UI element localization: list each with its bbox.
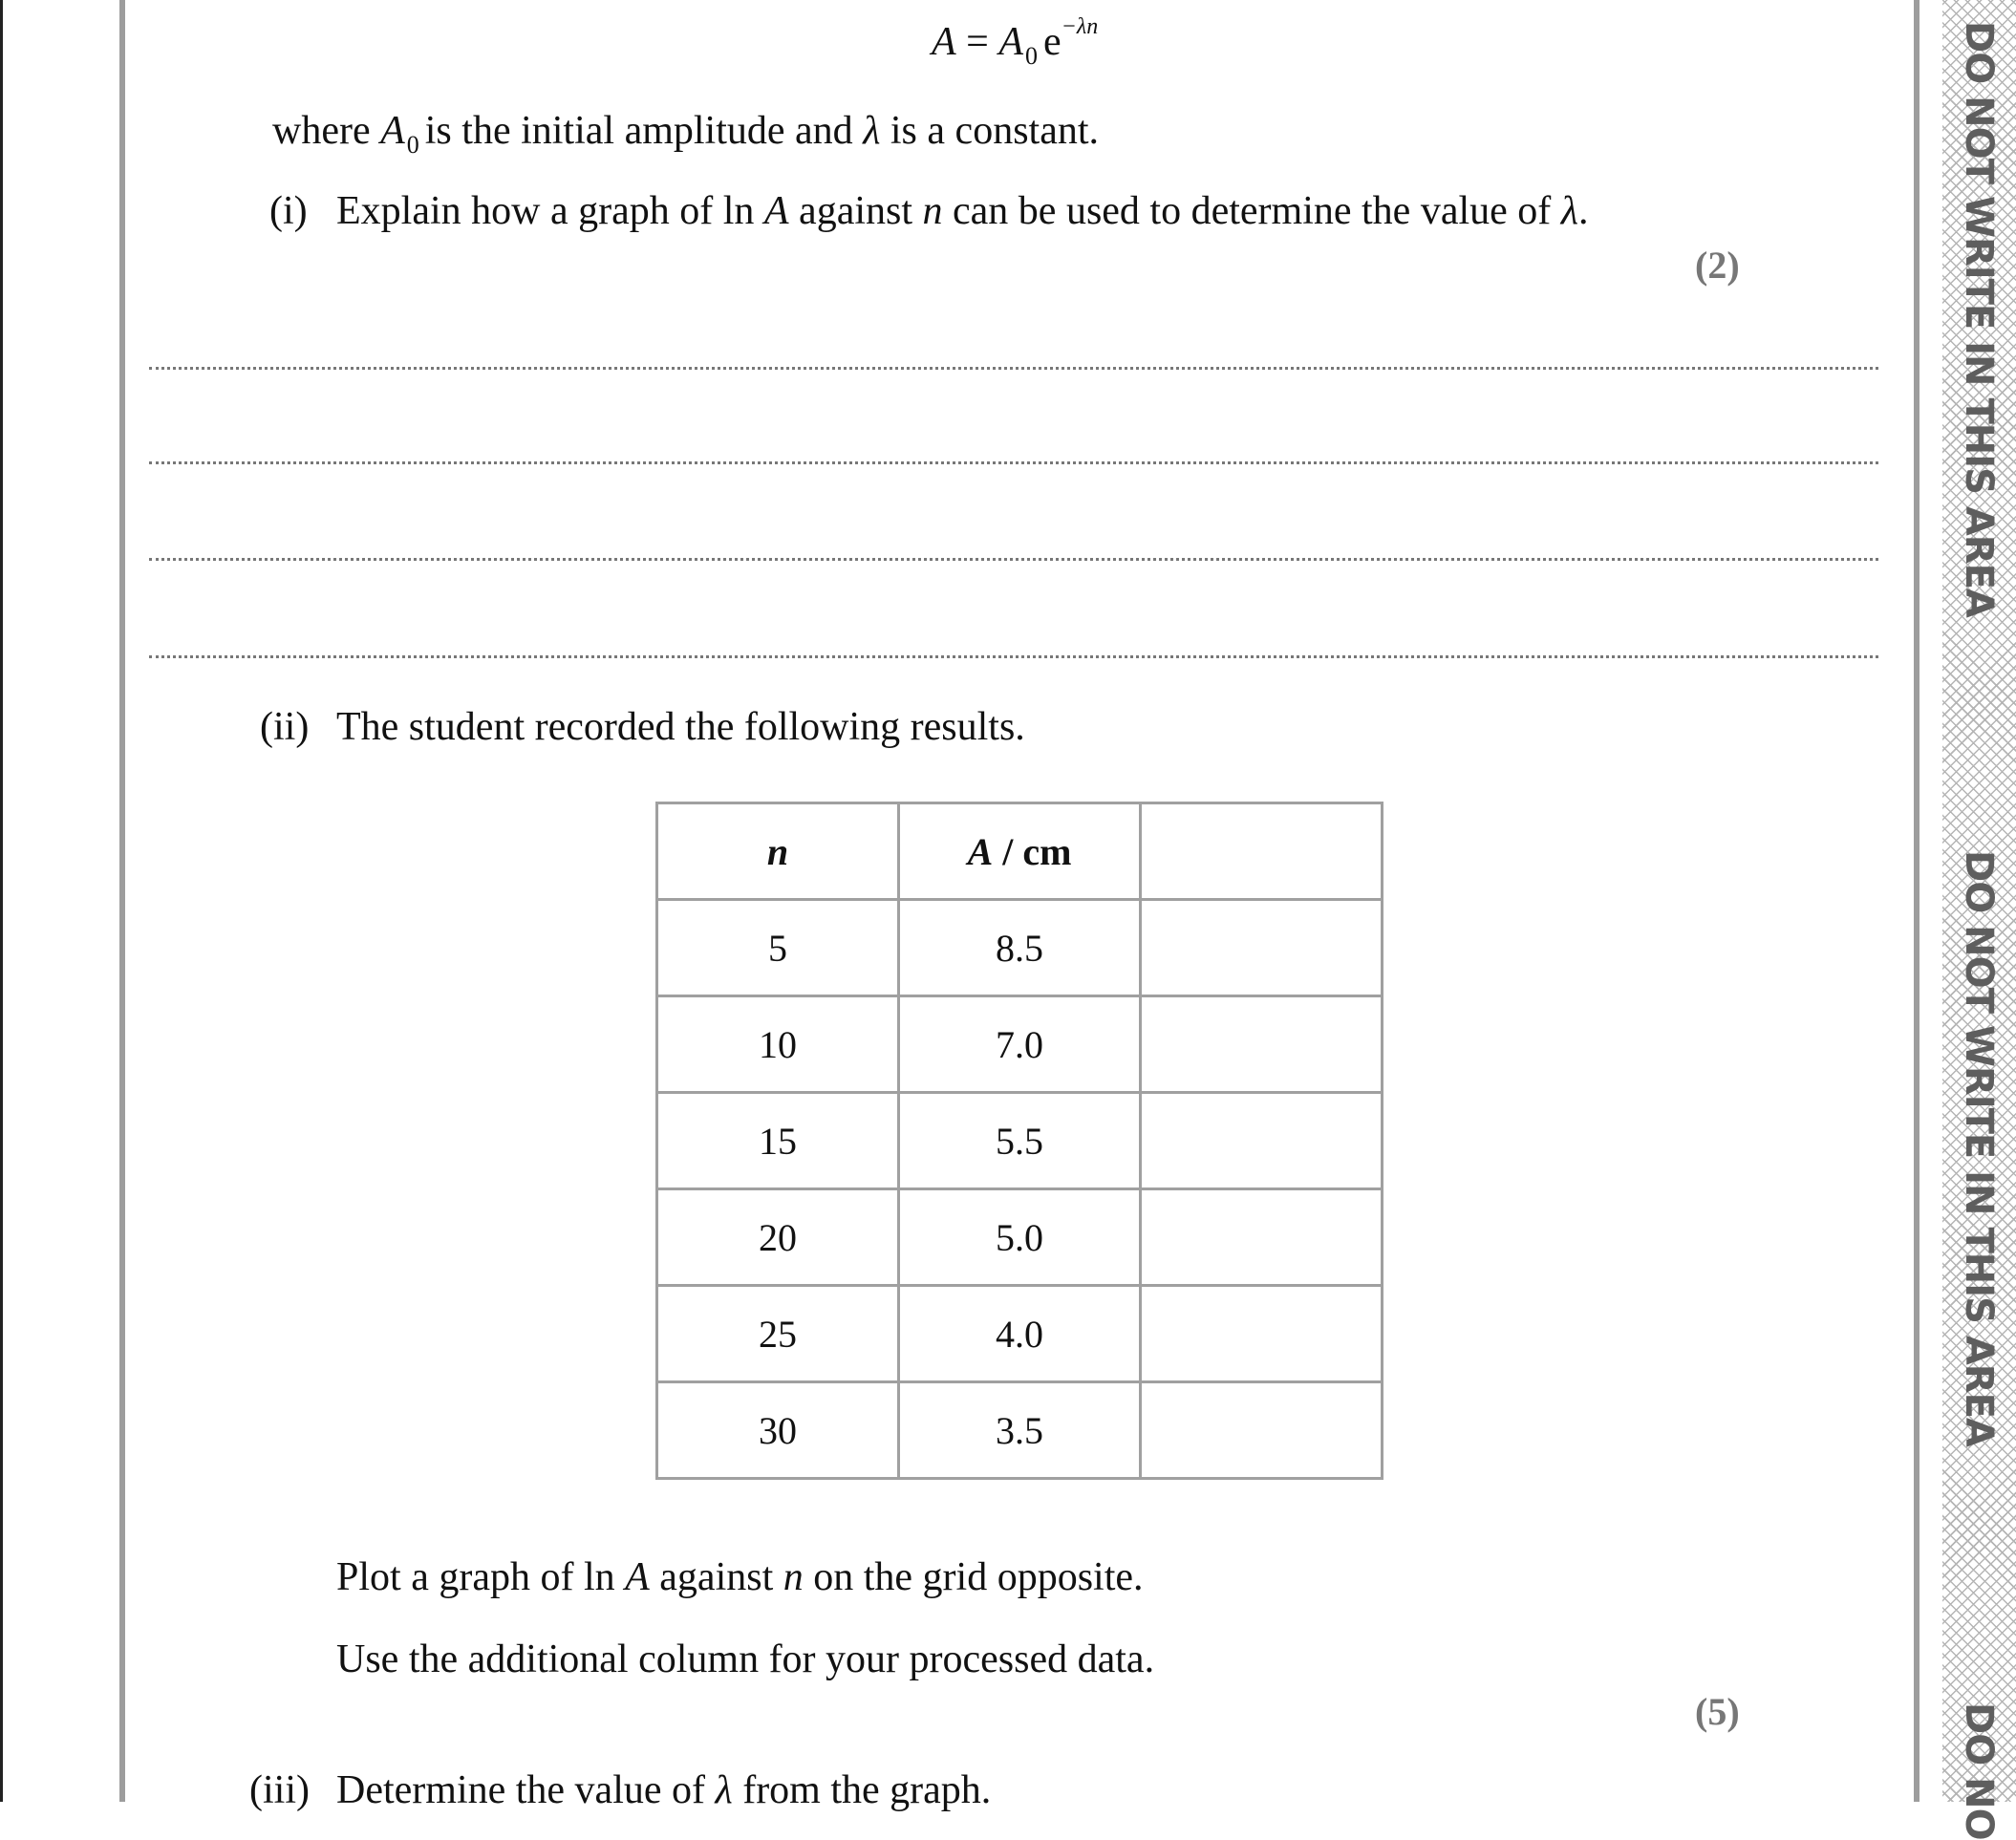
table-row: 20 5.0 [657,1189,1383,1286]
marks-part-ii: (5) [1695,1690,1740,1733]
margin-warning: DO NO [1957,1702,2001,1840]
answer-line[interactable] [149,655,1878,658]
eq-sub: 0 [1025,42,1038,70]
eq-e: e [1043,20,1062,64]
results-table [655,802,1383,1480]
part-iii-number: (iii) [249,1768,310,1812]
table-row: 30 3.5 [657,1382,1383,1479]
margin-warning: DO NOT WRITE IN THIS AREA [1957,21,2001,617]
part-ii-text: The student recorded the following results. [336,705,1025,749]
left-margin-bar [119,0,125,1802]
eq-lhs: A [932,20,956,64]
table-header-row [657,803,1383,900]
column-instruction: Use the additional column for your processed data. [336,1637,1155,1681]
processed-cell[interactable] [1141,1189,1383,1286]
part-i-number: (i) [269,189,308,233]
eq-exponent: −λn [1061,14,1099,39]
eq-sign: = [966,20,989,64]
part-i-question: Explain how a graph of ln A against n can be used to determine the value of λ. [336,189,1589,233]
processed-cell[interactable] [1141,1093,1383,1189]
processed-cell[interactable] [1141,900,1383,996]
answer-line[interactable] [149,367,1878,370]
page-edge-line [0,0,3,1802]
margin-warning: DO NOT WRITE IN THIS AREA [1957,850,2001,1446]
header-n: n [657,803,899,900]
answer-line[interactable] [149,558,1878,561]
table-row: 5 8.5 [657,900,1383,996]
marks-part-i: (2) [1695,244,1740,287]
eq-a: A [998,20,1023,64]
header-processed[interactable] [1141,803,1383,900]
table-row: 25 4.0 [657,1286,1383,1382]
header-a: A / cm [899,803,1141,900]
equation [932,15,1098,69]
answer-line[interactable] [149,461,1878,464]
processed-cell[interactable] [1141,1286,1383,1382]
intro-text: where $A_0$ is the initial amplitude and λ is a constant. [272,109,1100,159]
table-row: 15 5.5 [657,1093,1383,1189]
right-margin-bar [1914,0,1919,1802]
part-ii-number: (ii) [260,705,310,749]
part-iii-question: Determine the value of λ from the graph. [336,1768,992,1812]
processed-cell[interactable] [1141,996,1383,1093]
processed-cell[interactable] [1141,1382,1383,1479]
plot-instruction: Plot a graph of ln A against n on the grid opposite. [336,1555,1144,1599]
table-row: 10 7.0 [657,996,1383,1093]
